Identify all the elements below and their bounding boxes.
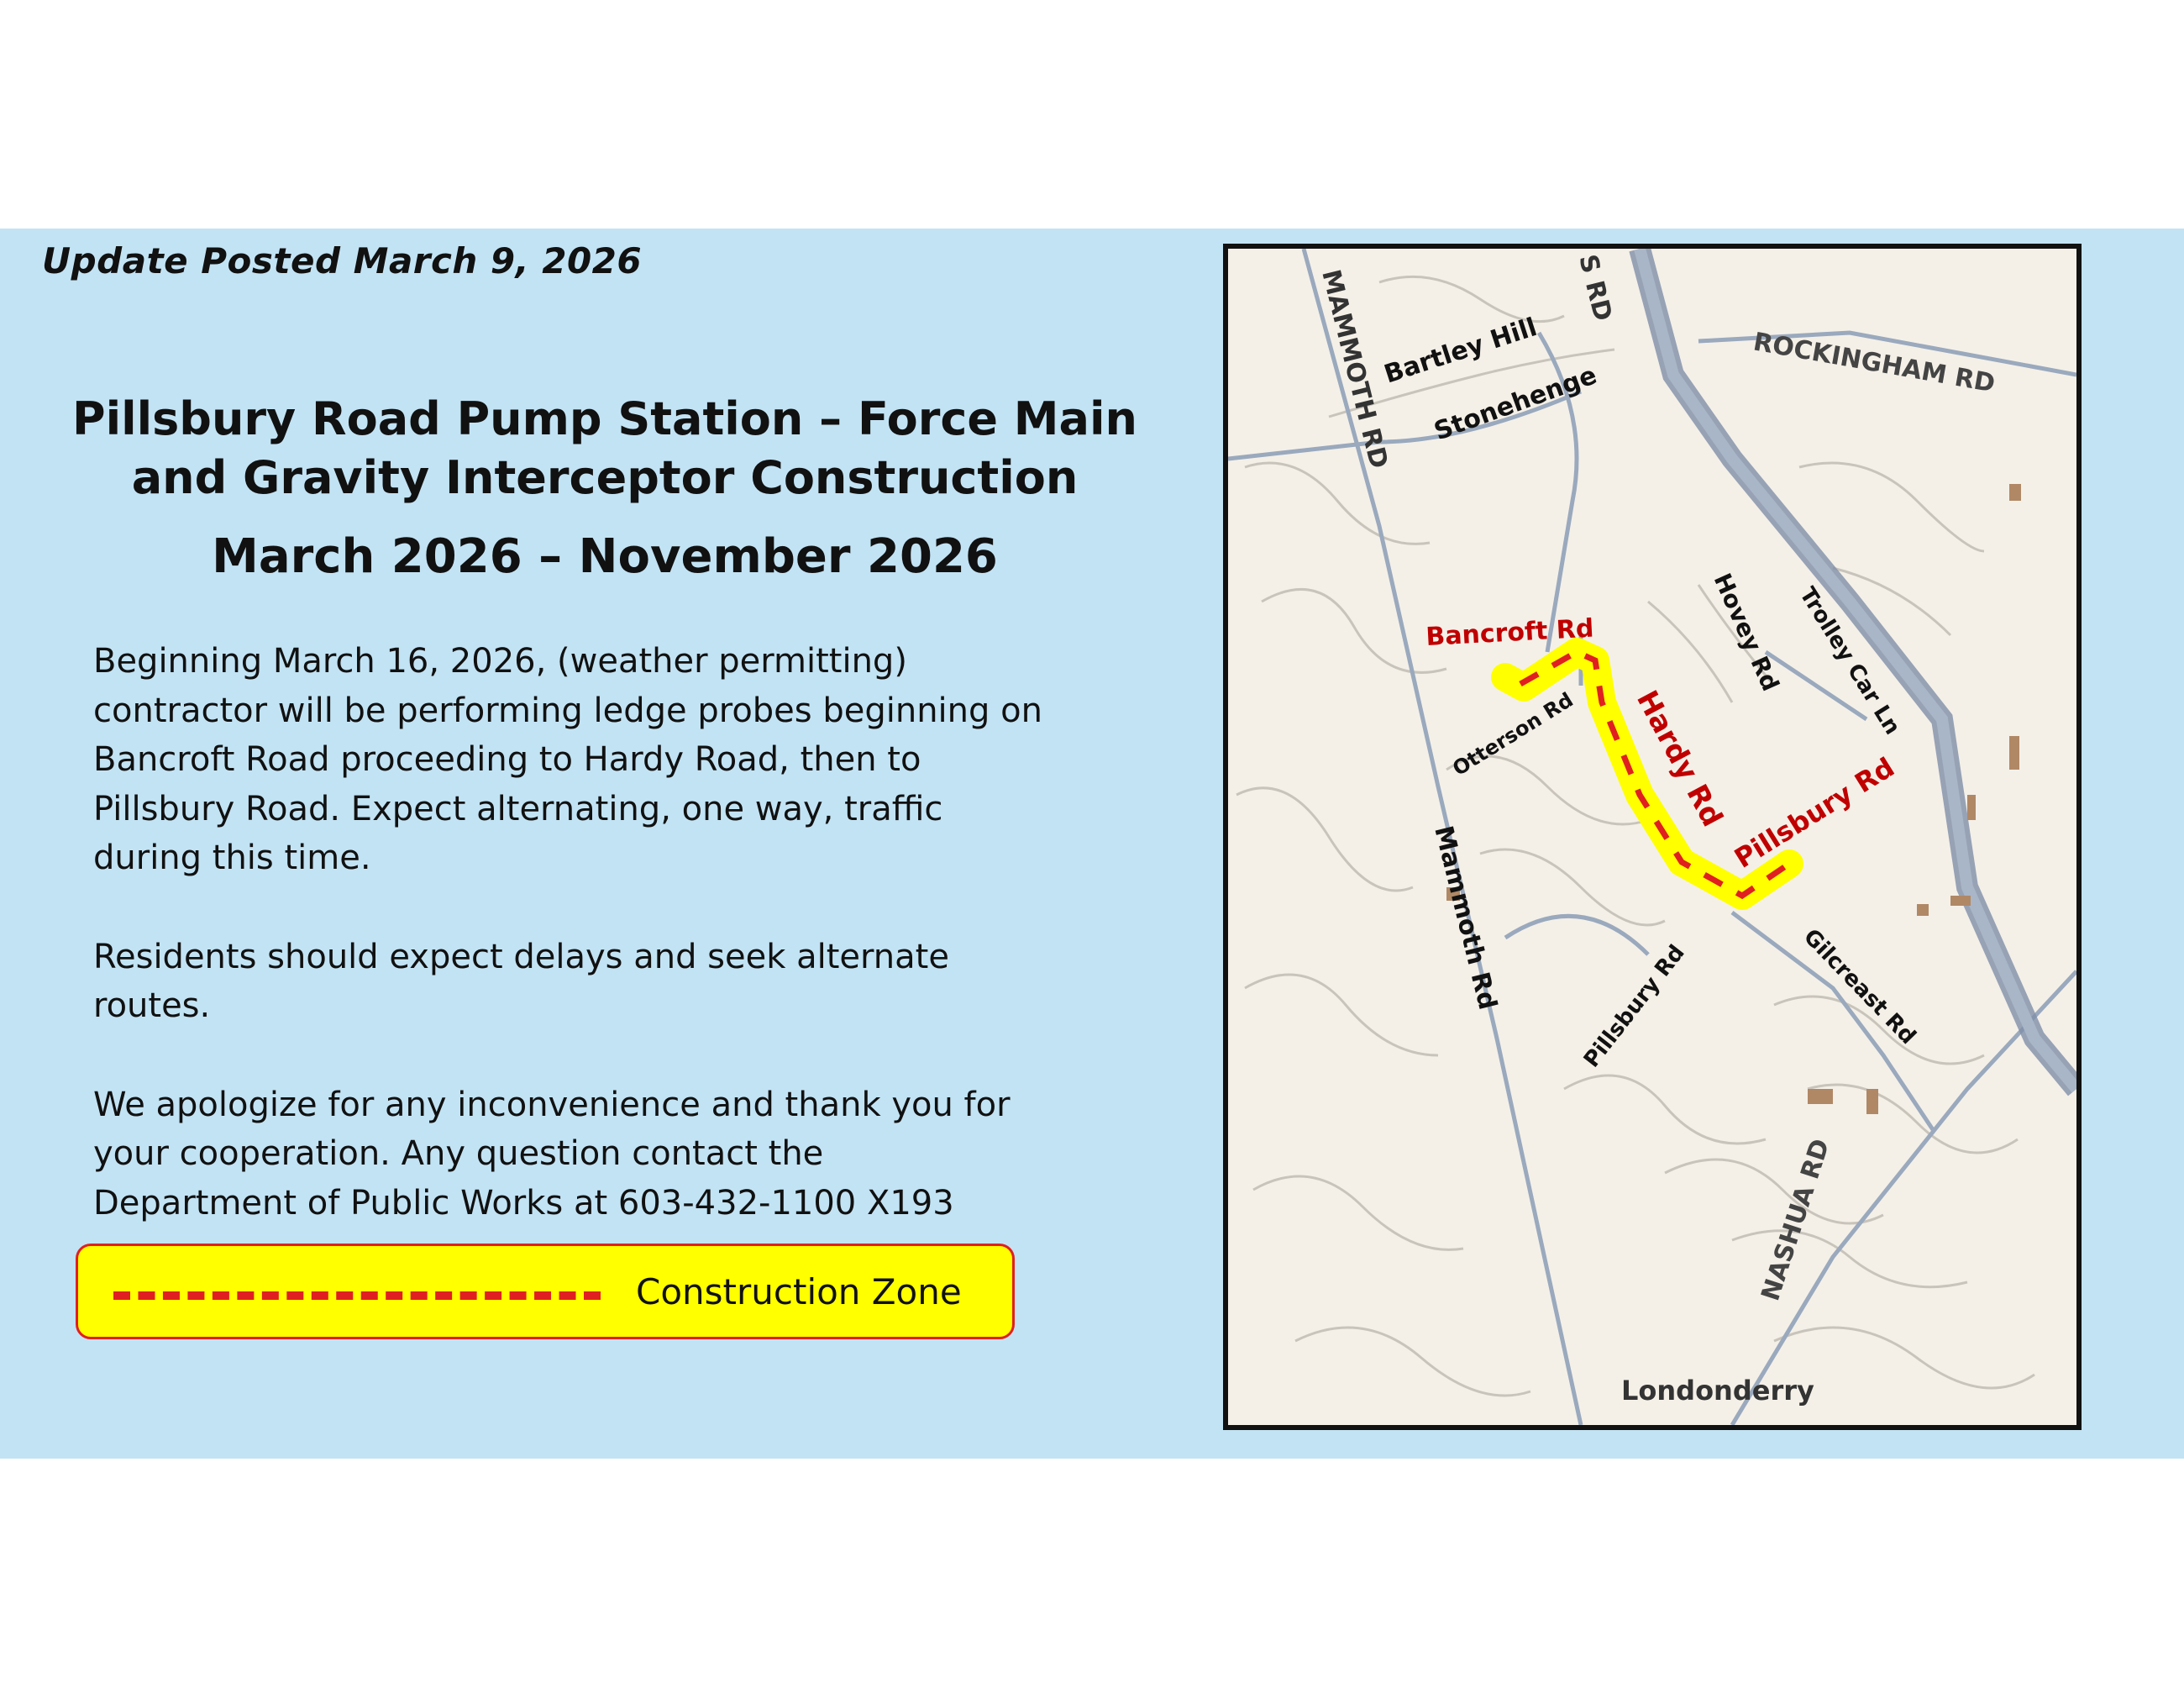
construction-zone-legend — [76, 1244, 1015, 1339]
label-mammoth-rd-top: MAMMOTH RD — [1315, 266, 1394, 472]
legend-label: Construction Zone — [636, 1271, 962, 1312]
label-londonderry: Londonderry — [1621, 1375, 1814, 1407]
label-mammoth-rd: Mammoth Rd — [1428, 823, 1503, 1013]
paragraph-contact — [93, 1081, 1143, 1228]
label-hardy-rd: Hardy Rd — [1630, 685, 1730, 833]
label-bancroft-rd: Bancroft Rd — [1425, 613, 1595, 652]
text-line: contractor will be performing ledge probes beginning on — [93, 691, 1042, 730]
text-line: We apologize for any inconvenience and thank you for — [93, 1085, 1011, 1124]
label-bartley-hill: Bartley Hill — [1380, 312, 1541, 390]
label-trolley-car-ln: Trolley Car Ln — [1794, 582, 1905, 739]
label-nashua-rd: NASHUA RD — [1756, 1135, 1836, 1305]
notice-banner — [0, 229, 2184, 1459]
label-otterson-rd: Otterson Rd — [1448, 687, 1578, 781]
label-rockingham-rd: ROCKINGHAM RD — [1751, 327, 1998, 399]
text-line: during this time. — [93, 839, 371, 877]
label-pillsbury-rd: Pillsbury Rd — [1578, 940, 1690, 1073]
label-gilcreast-rd: Gilcreast Rd — [1798, 924, 1921, 1050]
map-graphic — [1228, 249, 2076, 1425]
text-line: Residents should expect delays and seek alternate — [93, 937, 949, 976]
label-pillsbury-rd-red: Pillsbury Rd — [1729, 750, 1900, 875]
dashed-line-swatch — [113, 1291, 601, 1300]
text-line: routes. — [93, 986, 211, 1025]
page-title — [50, 390, 1159, 507]
area-map — [1223, 244, 2082, 1430]
label-hovey-rd: Hovey Rd — [1708, 569, 1785, 696]
notice-body — [93, 637, 1143, 1277]
label-stonehenge: Stonehenge — [1430, 360, 1601, 447]
text-line: Beginning March 16, 2026, (weather permitting) — [93, 642, 907, 681]
text-line: Department of Public Works at 603-432-1100 X193 — [93, 1183, 954, 1223]
update-posted-date: Update Posted March 9, 2026 — [42, 240, 643, 281]
construction-dates: March 2026 – November 2026 — [212, 529, 998, 584]
text-line: Bancroft Road proceeding to Hardy Road, then to — [93, 740, 921, 779]
text-line: your cooperation. Any question contact the — [93, 1134, 824, 1173]
title-line-2: and Gravity Interceptor Construction — [131, 451, 1079, 504]
paragraph-delays — [93, 933, 1143, 1031]
text-line: Pillsbury Road. Expect alternating, one way, traffic — [93, 789, 943, 828]
title-line-1: Pillsbury Road Pump Station – Force Main — [72, 392, 1137, 445]
label-s-rd: S RD — [1572, 251, 1618, 324]
paragraph-schedule — [93, 637, 1143, 883]
